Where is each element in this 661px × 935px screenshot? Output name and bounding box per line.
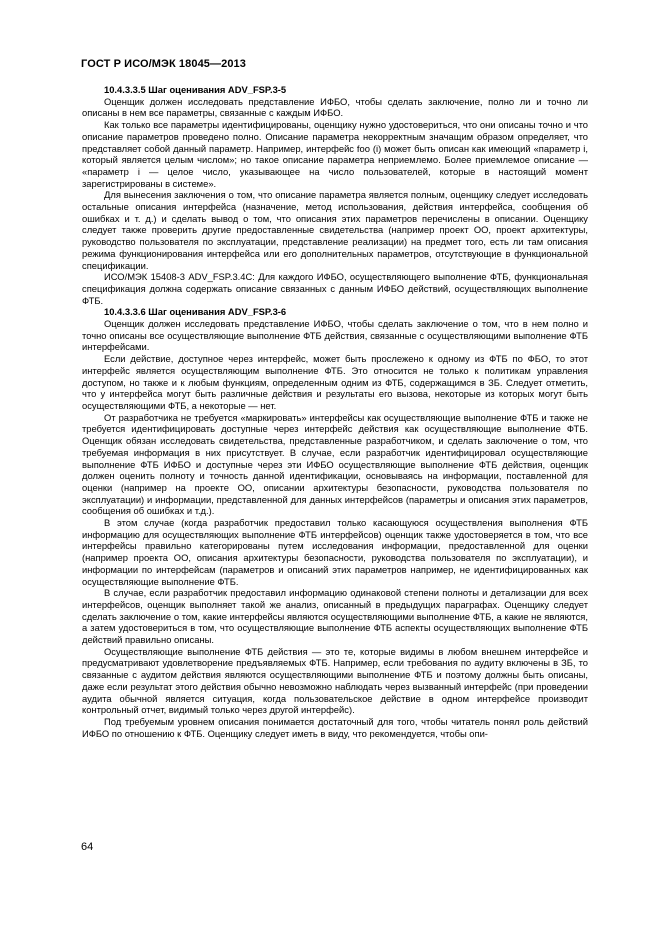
paragraph: Для вынесения заключения о том, что описание параметра является полным, оценщику следует исследовать остальные описания интерфейса (назначение, метод использования, действия интерфейса, сообщения об ошибках и т. д.) и сделать вывод о том, что описания этих параметров перечислены в описании. Оценщику следует также проверить другие предоставленные свидетельства (например проект ОО, проект архитектуры, руководство пользователя по эксплуатации, представление реализации) на предмет того, есть ли там описания режима функционирования интерфейса или его дополнительных параметров, отсутствующие в функциональной спецификации. <box>82 189 588 271</box>
paragraph: От разработчика не требуется «маркировать» интерфейсы как осуществляющие выполнение ФТБ и также не требуется идентифицировать доступные через интерфейс действия как осуществляющие выполнение ФТБ. Оценщик обязан исследовать свидетельства, представленные разработчиком, и сделать заключение о том, что требуемая информация в них присутствует. В случае, если разработчик идентифицировал осуществляющие выполнение ФТБ ИФБО и доступные через эти ИФБО осуществляющие выполнение ФТБ действия, оценщик должен оценить полноту и точность данной идентификации, основываясь на информации, поставленной для оценки (например на проекте ОО, описании архитектуры безопасности, руководства пользователя по эксплуатации) и информации, представленной для данных интерфейсов (параметры и описания этих параметров, сообщения об ошибках и т.д.). <box>82 411 588 517</box>
paragraph: Осуществляющие выполнение ФТБ действия — это те, которые видимы в любом внешнем интерфейсе и предусматривают удовлетворение предъявляемых ФТБ. Например, если требования по аудиту включены в ЗБ, то связанные с аудитом действия являются осуществляющими выполнение ФТБ и поэтому должны быть описаны, даже если результат этого действия обычно невозможно наблюдать через вызванный интерфейс (при проведении аудита обычной является ситуация, когда пользовательское действие в одном интерфейсе производит контрольный отчет, видимый только через другой интерфейс). <box>82 645 588 716</box>
paragraph: Под требуемым уровнем описания понимается достаточный для того, чтобы читатель понял роль действий ИФБО по отношению к ФТБ. Оценщику следует иметь в виду, что рекомендуется, чтобы опи- <box>82 715 588 739</box>
paragraph: В этом случае (когда разработчик предоставил только касающуюся осуществления выполнения ФТБ информацию для осуществляющих выполнение ФТБ интерфейсов) оценщик также удостоверяется в том, что все интерфейсы правильно категорированы путем исследования информации, предоставленной для оценки (например проекта ОО, описания архитектуры безопасности, руководства пользователя по эксплуатации), и информации по интерфейсам (параметров и описаний этих параметров например, не идентифицированных как осуществляющие выполнение ФТБ. <box>82 517 588 587</box>
paragraph: Если действие, доступное через интерфейс, может быть прослежено к одному из ФТБ по ФБО, то этот интерфейс является осуществляющим выполнение ФТБ. Это относится не только к политикам управления доступом, но также и к любым функциям, определенным одним из ФТБ, содержащимся в ЗБ. Следует отметить, что у интерфейса могут быть различные действия и результаты его вызова, некоторые из которых могут быть осуществляющими ФТБ, а некоторые — нет. <box>82 353 588 411</box>
paragraph: Как только все параметры идентифицированы, оценщику нужно удостовериться, что они описаны точно и что описание параметров проведено полно. Описание параметра некорректным значащим образом определяет, что представляет собой данный параметр. Например, интерфейс foo (i) может быть описан как имеющий «параметр i, который является целым числом»; но такое описание параметра неприемлемо. Более приемлемое описание — «параметр i — целое число, указывающее на число пользователей, которые в настоящий момент зарегистрированы в системе». <box>82 119 588 189</box>
paragraph: В случае, если разработчик предоставил информацию одинаковой степени полноты и детализации для всех интерфейсов, оценщик выполняет такой же анализ, описанный в предыдущих параграфах. Оценщику следует сделать заключение о том, какие интерфейсы являются осуществляющими выполнение ФТБ, а какие не являются, а затем удостовериться в том, что осуществляющие выполнение ФТБ аспекты осуществляющих выполнение ФТБ действий правильно описаны. <box>82 587 588 646</box>
section-heading: 10.4.3.3.5 Шаг оценивания ADV_FSP.3-5 <box>104 84 287 95</box>
paragraph: Оценщик должен исследовать представление ИФБО, чтобы сделать заключение, полно ли и точно ли описаны в нем все параметры, связанные с каждым ИФБО. <box>82 95 588 119</box>
paragraph: Оценщик должен исследовать представление ИФБО, чтобы сделать заключение о том, что в нем полно и точно описаны все осуществляющие выполнение ФТБ действия, связанные с осуществляющими выполнение ФТБ интерфейсами. <box>82 318 588 353</box>
section-heading: 10.4.3.3.6 Шаг оценивания ADV_FSP.3-6 <box>104 306 287 318</box>
document-body <box>82 84 588 739</box>
page-number: 64 <box>81 841 94 853</box>
standard-citation: ИСО/МЭК 15408-3 ADV_FSP.3.4C: Для каждого ИФБО, осуществляющего выполнение ФТБ, функциональная спецификация должна содержать описание связанных с данным ИФБО действий, осуществляющих выполнение ФТБ. <box>82 271 588 306</box>
document-header: ГОСТ Р ИСО/МЭК 18045—2013 <box>81 58 246 70</box>
